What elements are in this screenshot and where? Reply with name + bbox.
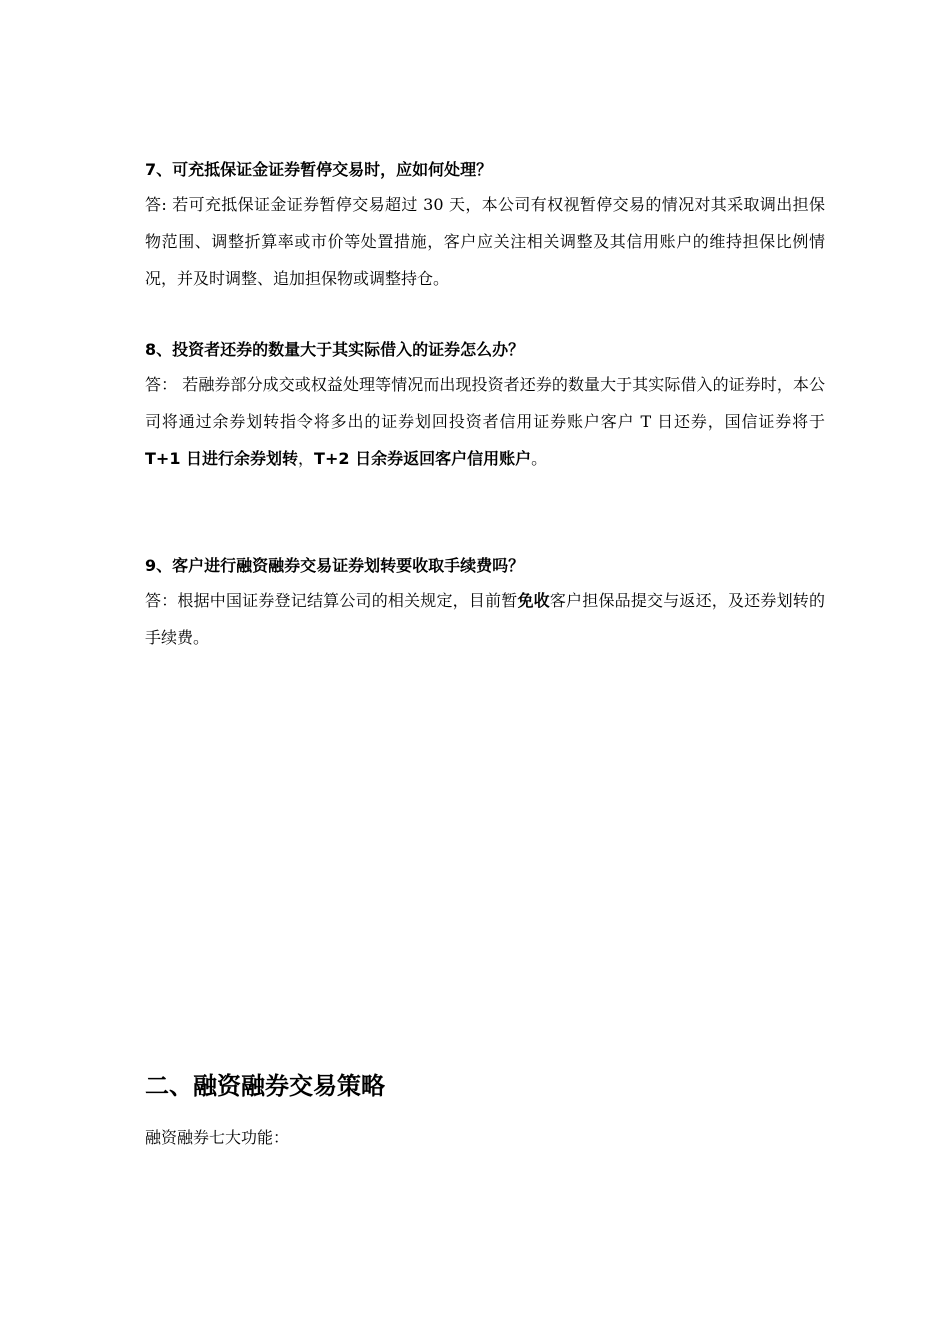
answer-9-text-2: 客户担保品提交与返还，及还券划转的手续费。 bbox=[145, 591, 825, 647]
answer-7: 答: 若可充抵保证金证券暂停交易超过 30 天，本公司有权视暂停交易的情况对其采取调出担保物范围、调整折算率或市价等处置措施，客户应关注相关调整及其信用账户的维持担保比例情况，并及时调整、追加担保物或调整持仓。 bbox=[145, 195, 825, 288]
answer-8-emphasis-2: T+2 日余券返回客户信用账户 bbox=[314, 449, 532, 468]
question-9: 9、客户进行融资融券交易证券划转要收取手续费吗？ bbox=[145, 556, 525, 575]
section-intro: 融资融券七大功能： bbox=[145, 1128, 290, 1147]
answer-8-text-1: 答： 若融券部分成交或权益处理等情况而出现投资者还券的数量大于其实际借入的证券时，本公司将通过余券划转指令将多出的证券划回投资者信用证券账户客户 T 日还券，国信证券将于 bbox=[145, 375, 825, 431]
answer-9 bbox=[145, 582, 825, 656]
answer-8-emphasis-1: T+1 日进行余券划转 bbox=[145, 449, 299, 468]
answer-9-text-1: 答：根据中国证券登记结算公司的相关规定，目前暂 bbox=[145, 591, 518, 610]
qa-item-7 bbox=[145, 158, 825, 297]
question-8: 8、投资者还券的数量大于其实际借入的证券怎么办？ bbox=[145, 340, 525, 359]
answer-9-emphasis: 免收 bbox=[517, 591, 550, 610]
qa-item-8 bbox=[145, 338, 825, 477]
answer-8-text-2: ， bbox=[298, 449, 315, 468]
question-7: 7、可充抵保证金证券暂停交易时，应如何处理？ bbox=[145, 160, 493, 179]
answer-8-text-3: 。 bbox=[531, 449, 548, 468]
section-title: 二、融资融券交易策略 bbox=[145, 1072, 385, 1100]
answer-8 bbox=[145, 366, 825, 477]
qa-item-9 bbox=[145, 554, 825, 656]
